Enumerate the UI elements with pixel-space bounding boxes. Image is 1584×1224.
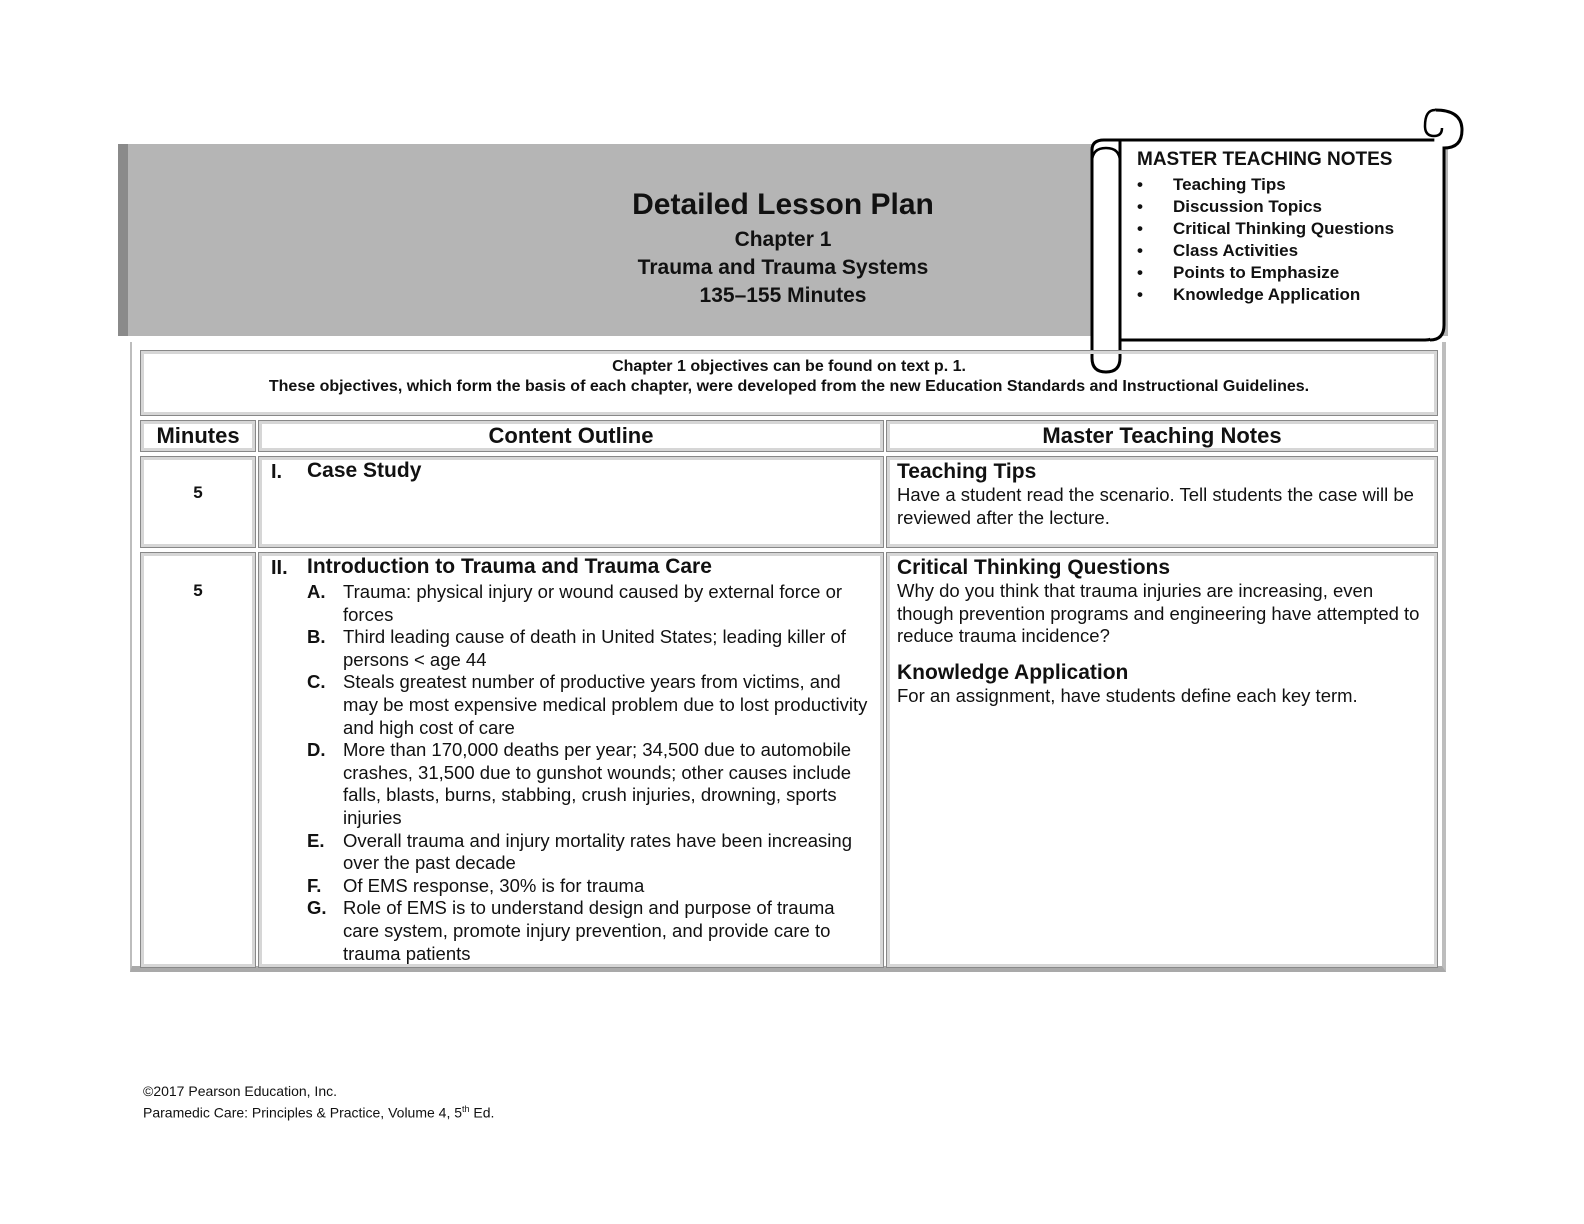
- item-letter: F.: [307, 874, 322, 896]
- scroll-list: [1137, 174, 1447, 306]
- note-heading: Teaching Tips: [897, 460, 1037, 483]
- scroll-item-knowledge-application: • Knowledge Application: [1137, 284, 1447, 306]
- row-1-content: [258, 456, 884, 548]
- edition-superscript: th: [462, 1104, 470, 1114]
- row-2-minutes: [140, 552, 256, 968]
- outline-item: [307, 626, 872, 671]
- outline-items: [307, 581, 872, 965]
- note-heading: Critical Thinking Questions: [897, 556, 1171, 579]
- row-2-content: [258, 552, 884, 968]
- scroll-item-critical-thinking: • Critical Thinking Questions: [1137, 218, 1447, 240]
- note-heading: Knowledge Application: [897, 660, 1129, 684]
- item-letter: G.: [307, 897, 327, 919]
- outline-item: [307, 875, 872, 898]
- footer-copyright: ©2017 Pearson Education, Inc.: [143, 1083, 337, 1099]
- section-title: Introduction to Trauma and Trauma Care: [307, 555, 712, 578]
- minutes-value: 5: [193, 581, 203, 600]
- page-title: Detailed Lesson Plan: [632, 188, 934, 221]
- minutes-value: 5: [193, 483, 203, 502]
- outline-item: [307, 671, 872, 739]
- row-1-notes: [886, 456, 1438, 548]
- scroll-item-class-activities: • Class Activities: [1137, 240, 1447, 262]
- item-text: Role of EMS is to understand design and purpose of trauma care system, promote injury prevention, and provide care to trauma patients: [343, 897, 835, 964]
- item-letter: B.: [307, 626, 326, 648]
- item-text: Steals greatest number of productive years from victims, and may be most expensive medical problem due to lost productivity and high cost of care: [343, 671, 868, 738]
- row-2-notes: [886, 552, 1438, 968]
- chapter-topic: Trauma and Trauma Systems: [637, 256, 929, 279]
- item-letter: D.: [307, 739, 326, 761]
- item-letter: A.: [307, 581, 326, 602]
- item-text: Trauma: physical injury or wound caused by external force or forces: [343, 581, 843, 625]
- item-letter: E.: [307, 829, 325, 851]
- page-footer: [143, 1082, 494, 1122]
- item-text: Of EMS response, 30% is for trauma: [343, 874, 645, 896]
- row-1-minutes: [140, 456, 256, 548]
- column-header-minutes: Minutes: [140, 420, 256, 452]
- lesson-duration: 135–155 Minutes: [699, 284, 867, 307]
- scroll-notes: [1137, 149, 1447, 306]
- section-numeral: I.: [271, 461, 283, 483]
- section-title: Case Study: [307, 459, 422, 482]
- chapter-label: Chapter 1: [734, 228, 832, 251]
- footer-book-title: [143, 1100, 494, 1122]
- outline-item: [307, 830, 872, 875]
- section-numeral: II.: [271, 557, 288, 579]
- item-text: Third leading cause of death in United States; leading killer of persons < age 44: [343, 626, 846, 670]
- column-header-content-outline: Content Outline: [258, 420, 884, 452]
- scroll-item-points-to-emphasize: • Points to Emphasize: [1137, 262, 1447, 284]
- scroll-heading: MASTER TEACHING NOTES: [1137, 149, 1393, 170]
- outline-item: [307, 581, 872, 626]
- column-header-master-teaching-notes: Master Teaching Notes: [886, 420, 1438, 452]
- edition-suffix: Ed.: [469, 1104, 495, 1121]
- note-text: Have a student read the scenario. Tell students the case will be reviewed after the lecture.: [897, 484, 1414, 528]
- outline-item: [307, 739, 872, 829]
- item-text: Overall trauma and injury mortality rates have been increasing over the past decade: [343, 829, 852, 874]
- note-text: For an assignment, have students define each key term.: [897, 684, 1358, 706]
- book-title-text: Paramedic Care: Principles & Practice, Volume 4, 5: [143, 1104, 463, 1121]
- objectives-cell: [140, 350, 1438, 416]
- objectives-line-1: Chapter 1 objectives can be found on text p. 1.: [612, 358, 966, 375]
- outline-item: [307, 897, 872, 965]
- item-text: More than 170,000 deaths per year; 34,500 due to automobile crashes, 31,500 due to gunshot wounds; other causes include falls, blasts, burns, stabbing, crush injuries, drowning, sports injuries: [343, 739, 852, 828]
- item-letter: C.: [307, 671, 326, 693]
- scroll-item-discussion-topics: • Discussion Topics: [1137, 196, 1447, 218]
- note-text: Why do you think that trauma injuries are increasing, even though prevention programs and engineering have attempted to reduce trauma incidence?: [897, 580, 1420, 647]
- objectives-line-2: These objectives, which form the basis of each chapter, were developed from the new Education Standards and Instructional Guidelines.: [268, 378, 1310, 395]
- scroll-item-teaching-tips: • Teaching Tips: [1137, 174, 1447, 196]
